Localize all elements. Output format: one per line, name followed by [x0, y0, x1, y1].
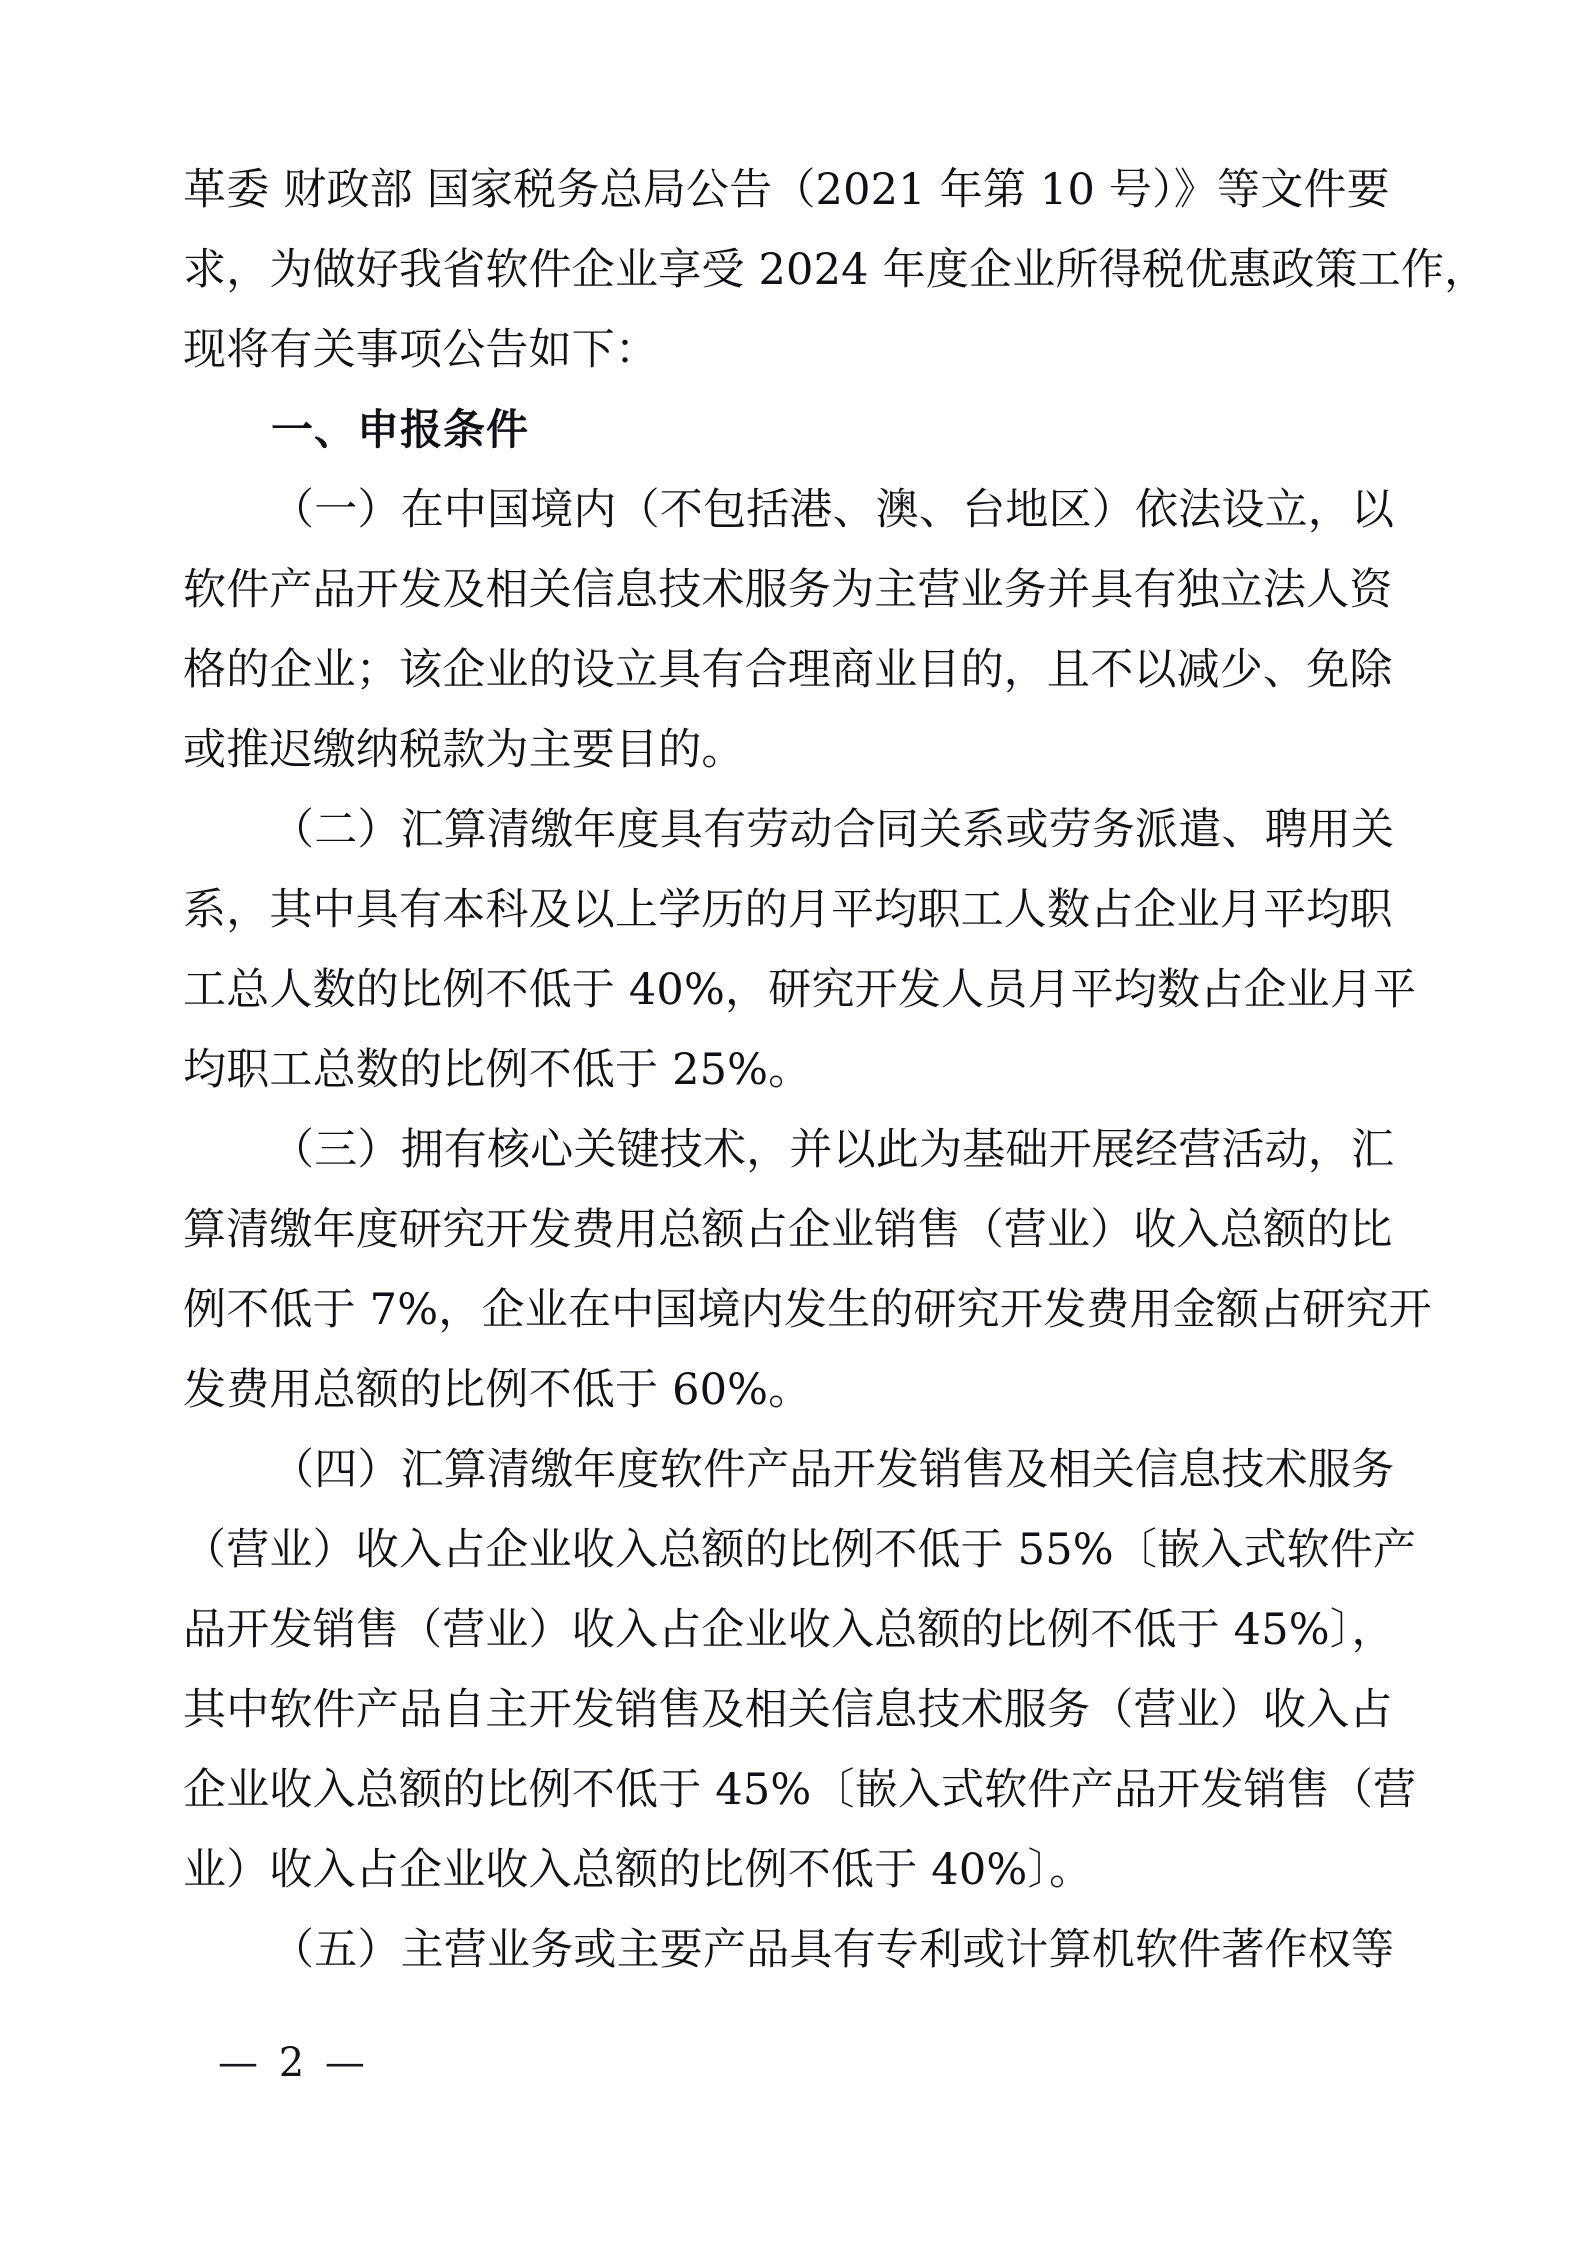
clause-3-line-4: 发费用总额的比例不低于 60%。 [183, 1365, 812, 1415]
body-line-2: 求，为做好我省软件企业享受 2024 年度企业所得税优惠政策工作， [183, 245, 1488, 295]
clause-4-line-2: （营业）收入占企业收入总额的比例不低于 55%〔嵌入式软件产 [183, 1525, 1417, 1575]
clause-2-line-1: （二）汇算清缴年度具有劳动合同关系或劳务派遣、聘用关 [271, 805, 1395, 855]
body-line-1: 革委 财政部 国家税务总局公告（2021 年第 10 号）》等文件要 [183, 165, 1390, 215]
page-number: — 2 — [218, 2040, 369, 2086]
clause-2-line-3: 工总人数的比例不低于 40%，研究开发人员月平均数占企业月平 [183, 965, 1417, 1015]
clause-1-line-3: 格的企业；该企业的设立具有合理商业目的，且不以减少、免除 [183, 645, 1393, 695]
clause-3-line-2: 算清缴年度研究开发费用总额占企业销售（营业）收入总额的比 [183, 1205, 1393, 1255]
clause-4-line-3: 品开发销售（营业）收入占企业收入总额的比例不低于 45%〕， [183, 1605, 1395, 1655]
clause-1-line-2: 软件产品开发及相关信息技术服务为主营业务并具有独立法人资 [183, 565, 1393, 615]
clause-3-line-1: （三）拥有核心关键技术，并以此为基础开展经营活动，汇 [271, 1125, 1395, 1175]
page-footer [0, 2040, 1587, 2086]
document-body [183, 150, 1488, 1990]
clause-4-line-1: （四）汇算清缴年度软件产品开发销售及相关信息技术服务 [271, 1445, 1395, 1495]
clause-2-line-4: 均职工总数的比例不低于 25%。 [183, 1045, 812, 1095]
clause-1-line-1: （一）在中国境内（不包括港、澳、台地区）依法设立，以 [271, 485, 1395, 535]
clause-1-line-4: 或推迟缴纳税款为主要目的。 [183, 725, 745, 775]
clause-3-line-3: 例不低于 7%，企业在中国境内发生的研究开发费用金额占研究开 [183, 1285, 1432, 1335]
clause-5-line-1: （五）主营业务或主要产品具有专利或计算机软件著作权等 [271, 1925, 1395, 1975]
clause-4-line-5: 企业收入总额的比例不低于 45%〔嵌入式软件产品开发销售（营 [183, 1765, 1417, 1815]
clause-2-line-2: 系，其中具有本科及以上学历的月平均职工人数占企业月平均职 [183, 885, 1393, 935]
clause-4-line-4: 其中软件产品自主开发销售及相关信息技术服务（营业）收入占 [183, 1685, 1393, 1735]
section-heading-application-conditions: 一、申报条件 [271, 405, 530, 454]
body-line-3: 现将有关事项公告如下： [183, 325, 659, 375]
clause-4-line-6: 业）收入占企业收入总额的比例不低于 40%〕。 [183, 1845, 1093, 1895]
